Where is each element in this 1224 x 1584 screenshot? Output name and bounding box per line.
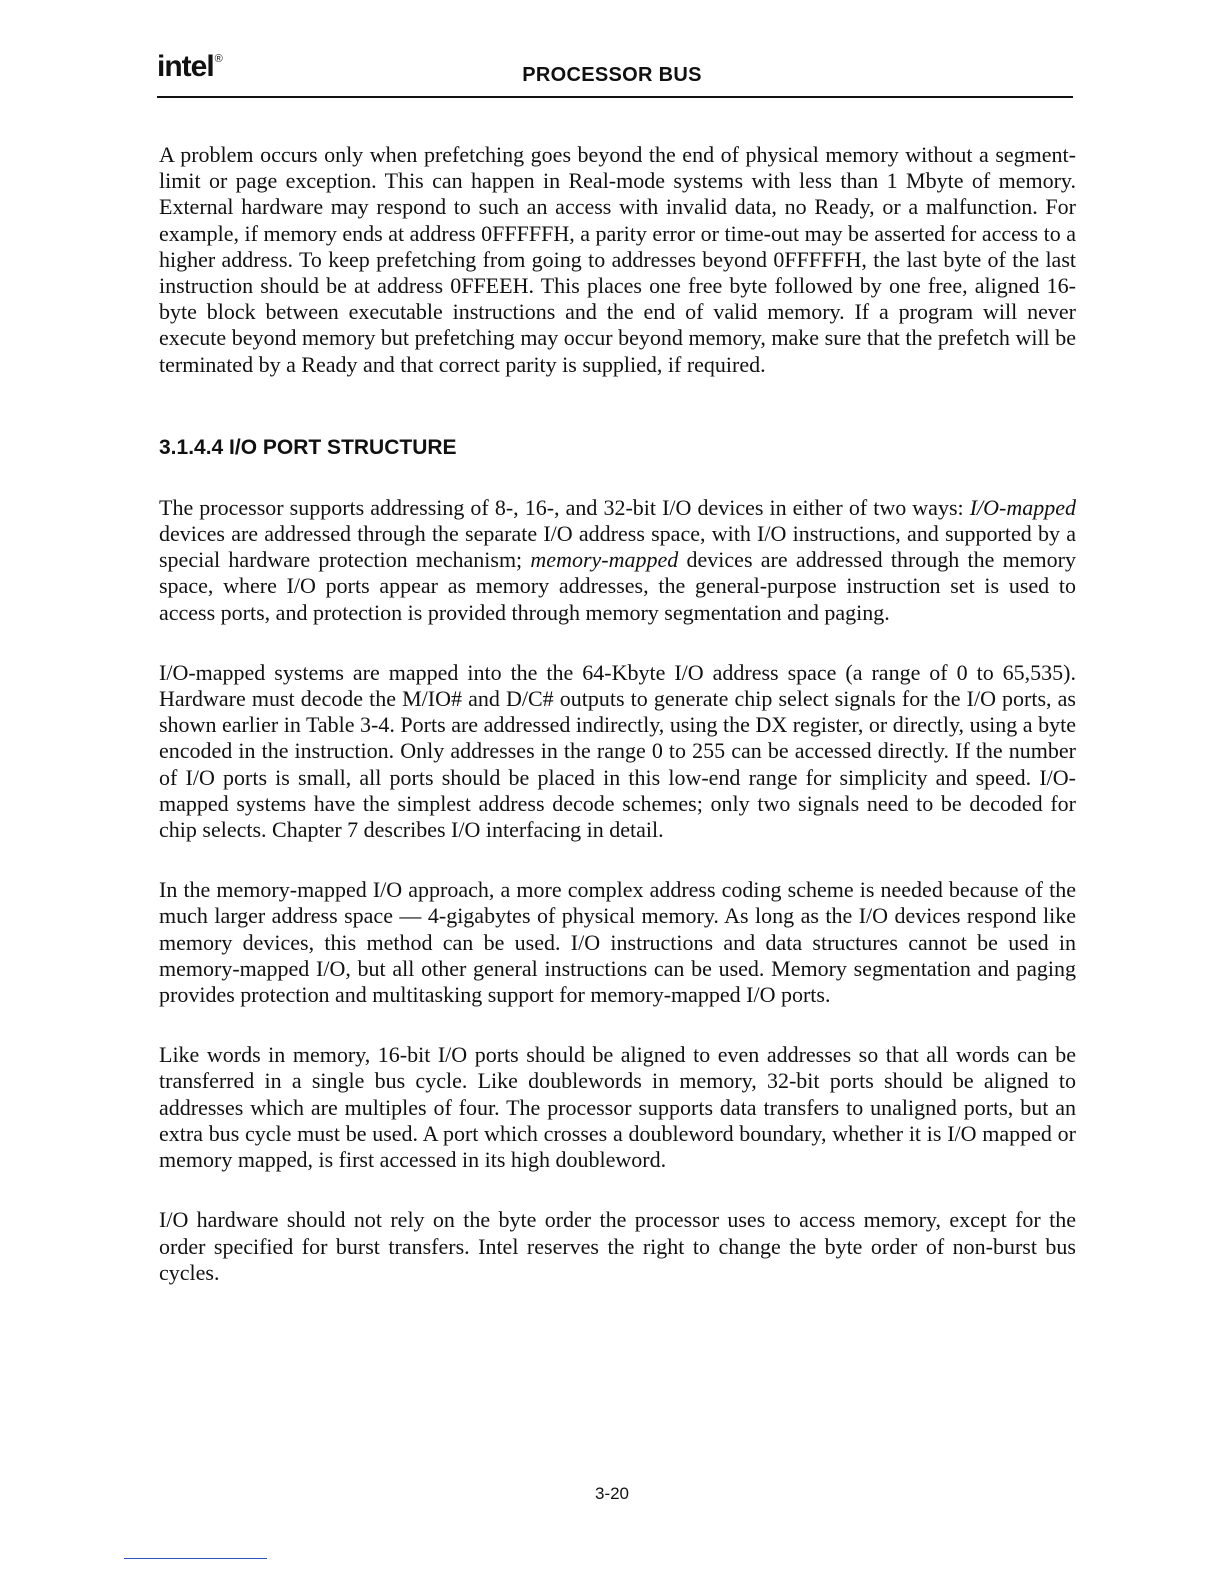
byte-order-paragraph: I/O hardware should not rely on the byte order the processor uses to access memory, except for the order specified for burst transfers. Intel reserves the right to change the byte order of non-burst bus cycles. (159, 1207, 1076, 1285)
io-addressing-paragraph (159, 495, 1076, 626)
header-divider (157, 96, 1073, 98)
io-addressing-text-3: devices are addressed through the memory space, where I/O ports appear as memory addresses, the general-purpose instruction set is used to access ports, and protection is provided through memory segmentation and paging. (159, 547, 1076, 625)
memory-mapped-term: memory-mapped (530, 547, 679, 573)
page-body (159, 142, 1076, 1320)
io-mapped-paragraph: I/O-mapped systems are mapped into the the 64-Kbyte I/O address space (a range of 0 to 65,535). Hardware must decode the M/IO# and D/C# outputs to generate chip select signals for the I/O ports, as shown earlier in Table 3-4. Ports are addressed indirectly, using the DX register, or directly, using a byte encoded in the instruction. Only addresses in the range 0 to 255 can be accessed directly. If the number of I/O ports is small, all ports should be placed in this low-end range for simplicity and speed. I/O-mapped systems have the simplest address decode schemes; only two signals need to be decoded for chip selects. Chapter 7 describes I/O interfacing in detail. (159, 659, 1076, 843)
page-header-title: PROCESSOR BUS (522, 64, 702, 86)
io-mapped-term: I/O-mapped (969, 494, 1076, 520)
section-heading: 3.1.4.4 I/O PORT STRUCTURE (159, 435, 457, 459)
memory-mapped-paragraph: In the memory-mapped I/O approach, a more complex address coding scheme is needed because of the much larger address space — 4-gigabytes of physical memory. As long as the I/O devices respond like memory devices, this method can be used. I/O instructions and data structures cannot be used in memory-mapped I/O, but all other general instructions can be used. Memory segmentation and paging provides protection and multitasking support for memory-mapped I/O ports. (159, 877, 1076, 1008)
io-addressing-text-2: devices are addressed through the separate I/O address space, with I/O instructions, and supported by a special hardware protection mechanism; (159, 521, 1076, 573)
footer-rule (124, 1558, 267, 1559)
intro-paragraph: A problem occurs only when prefetching goes beyond the end of physical memory without a segment-limit or page exception. This can happen in Real-mode systems with less than 1 Mbyte of memory. External hardware may respond to such an access with invalid data, no Ready, or a malfunction. For example, if memory ends at address 0FFFFFH, a parity error or time-out may be asserted for access to a higher address. To keep prefetching from going to addresses beyond 0FFFFFH, the last byte of the last instruction should be at address 0FFEEH. This places one free byte followed by one free, aligned 16-byte block between executable instructions and the end of valid memory. If a program will never execute beyond memory but prefetching may occur beyond memory, make sure that the prefetch will be terminated by a Ready and that correct parity is supplied, if required. (159, 142, 1076, 377)
intel-logo-text: intel (157, 50, 214, 83)
io-addressing-text-1: The processor supports addressing of 8-, 16-, and 32-bit I/O devices in either of two ways: (159, 494, 970, 520)
registered-mark: ® (214, 53, 222, 65)
port-alignment-paragraph: Like words in memory, 16-bit I/O ports should be aligned to even addresses so that all words can be transferred in a single bus cycle. Like doublewords in memory, 32-bit ports should be aligned to addresses which are multiples of four. The processor supports data transfers to unaligned ports, but an extra bus cycle must be used. A port which crosses a doubleword boundary, whether it is I/O mapped or memory mapped, is first accessed in its high doubleword. (159, 1042, 1076, 1173)
page-number: 3-20 (594, 1484, 630, 1503)
